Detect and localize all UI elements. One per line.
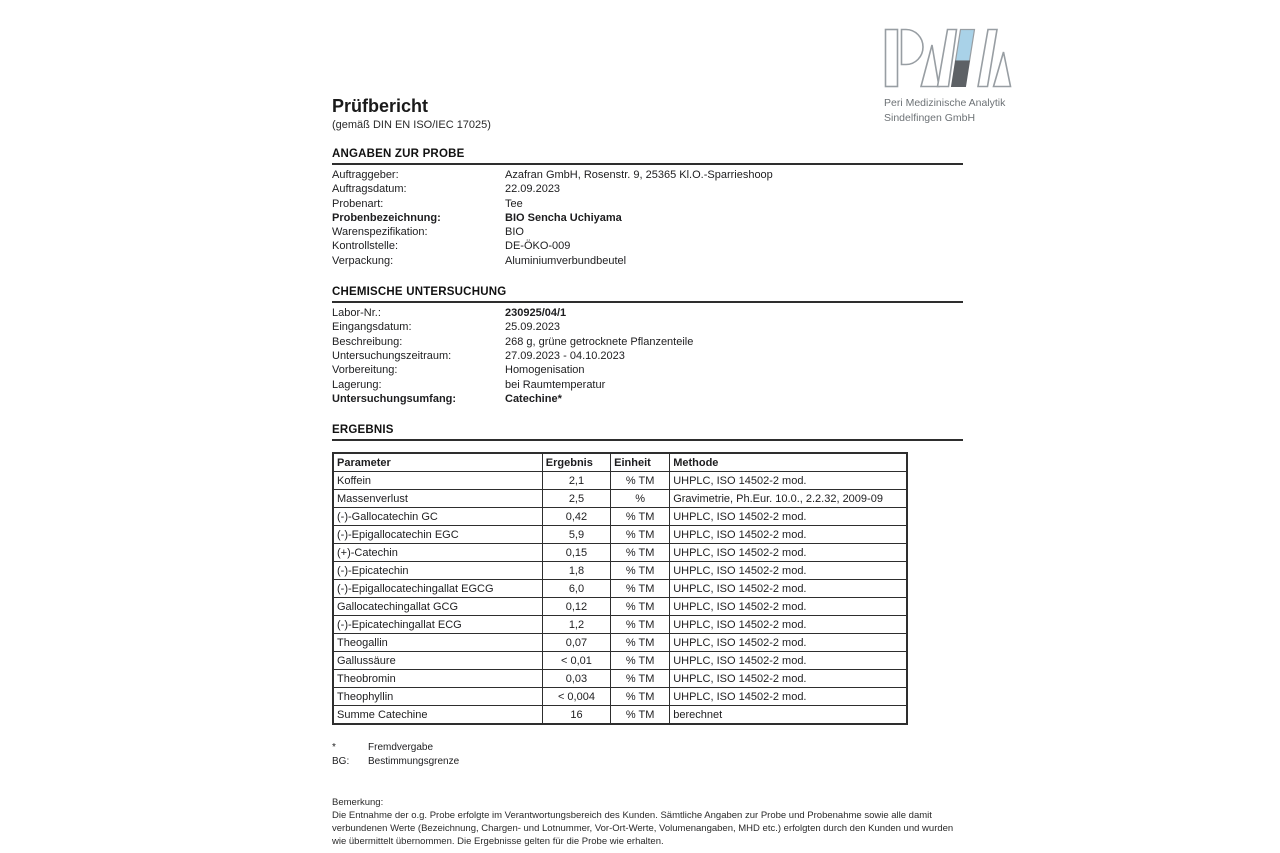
- cell-methode: berechnet: [670, 706, 907, 725]
- sample-info-rows: [332, 168, 963, 268]
- cell-ergebnis: 1,2: [542, 616, 610, 634]
- cell-methode: UHPLC, ISO 14502-2 mod.: [670, 580, 907, 598]
- table-row: [333, 490, 907, 508]
- info-value: 25.09.2023: [505, 321, 561, 334]
- info-value: Aluminiumverbundbeutel: [505, 254, 627, 267]
- cell-parameter: (-)-Epigallocatechingallat EGCG: [333, 580, 542, 598]
- info-row: [332, 306, 963, 320]
- cell-methode: UHPLC, ISO 14502-2 mod.: [670, 688, 907, 706]
- footnote-text: Fremdvergabe: [368, 742, 434, 754]
- info-label: Untersuchungsumfang:: [332, 392, 457, 405]
- footnote-symbol: *: [332, 742, 336, 754]
- cell-einheit: % TM: [611, 508, 670, 526]
- cell-methode: UHPLC, ISO 14502-2 mod.: [670, 472, 907, 490]
- cell-parameter: Summe Catechine: [333, 706, 542, 725]
- footnote: [332, 755, 963, 769]
- table-row: [333, 652, 907, 670]
- table-row: [333, 472, 907, 490]
- info-value: Tee: [505, 197, 523, 210]
- cell-ergebnis: 1,8: [542, 562, 610, 580]
- info-value: 27.09.2023 - 04.10.2023: [505, 349, 625, 362]
- table-row: [333, 688, 907, 706]
- remark-text: Die Entnahme der o.g. Probe erfolgte im Verantwortungsbereich des Kunden. Sämtliche Angaben zur Probe und Probenahme sowie alle damit verbundenen Werte (Bezeichnung, Chargen- und Lotnummer, Vor-Ort-Werte, Volumenangaben, MHD etc.) erfolgten durch den Kunden und wurden wie übermittelt übernommen. Die Ergebnisse gelten für die Probe wie erhalten.: [332, 809, 954, 847]
- info-value: BIO Sencha Uchiyama: [505, 211, 622, 224]
- info-value: bei Raumtemperatur: [505, 378, 606, 391]
- table-row: [333, 616, 907, 634]
- info-value: 230925/04/1: [505, 307, 567, 320]
- cell-parameter: (+)-Catechin: [333, 544, 542, 562]
- table-row: [333, 634, 907, 652]
- section-heading-results: ERGEBNIS: [332, 424, 963, 441]
- info-row: [332, 182, 963, 196]
- info-label: Eingangsdatum:: [332, 321, 412, 334]
- cell-einheit: % TM: [611, 706, 670, 725]
- cell-einheit: %: [611, 490, 670, 508]
- cell-methode: UHPLC, ISO 14502-2 mod.: [670, 508, 907, 526]
- table-row: [333, 598, 907, 616]
- info-label: Labor-Nr.:: [332, 307, 381, 320]
- cell-ergebnis: 2,1: [542, 472, 610, 490]
- info-label: Probenbezeichnung:: [332, 211, 441, 224]
- info-row: [332, 349, 963, 363]
- column-header-parameter: Parameter: [333, 453, 542, 472]
- info-row: [332, 168, 963, 182]
- cell-ergebnis: < 0,004: [542, 688, 610, 706]
- info-value: Catechine*: [505, 392, 562, 405]
- company-name-line1: Peri Medizinische Analytik: [884, 97, 1006, 109]
- chemical-info-rows: [332, 306, 963, 406]
- cell-methode: UHPLC, ISO 14502-2 mod.: [670, 598, 907, 616]
- footnote-symbol: BG:: [332, 756, 350, 768]
- info-label: Auftraggeber:: [332, 169, 399, 181]
- cell-einheit: % TM: [611, 688, 670, 706]
- cell-parameter: Theobromin: [333, 670, 542, 688]
- remark-block: [332, 797, 964, 848]
- info-label: Auftragsdatum:: [332, 183, 407, 196]
- cell-parameter: Theophyllin: [333, 688, 542, 706]
- table-row: [333, 706, 907, 725]
- info-label: Verpackung:: [332, 254, 394, 267]
- cell-einheit: % TM: [611, 562, 670, 580]
- cell-methode: UHPLC, ISO 14502-2 mod.: [670, 634, 907, 652]
- table-row: [333, 580, 907, 598]
- cell-parameter: Gallussäure: [333, 652, 542, 670]
- cell-methode: UHPLC, ISO 14502-2 mod.: [670, 652, 907, 670]
- cell-einheit: % TM: [611, 544, 670, 562]
- section-heading-chemical: CHEMISCHE UNTERSUCHUNG: [332, 286, 963, 303]
- table-row: [333, 544, 907, 562]
- cell-ergebnis: 0,15: [542, 544, 610, 562]
- info-value: BIO: [505, 226, 524, 239]
- cell-ergebnis: 16: [542, 706, 610, 725]
- cell-einheit: % TM: [611, 472, 670, 490]
- cell-ergebnis: < 0,01: [542, 652, 610, 670]
- results-table: [332, 452, 908, 725]
- cell-parameter: (-)-Epigallocatechin EGC: [333, 526, 542, 544]
- cell-ergebnis: 0,07: [542, 634, 610, 652]
- cell-parameter: (-)-Gallocatechin GC: [333, 508, 542, 526]
- cell-methode: UHPLC, ISO 14502-2 mod.: [670, 670, 907, 688]
- cell-methode: UHPLC, ISO 14502-2 mod.: [670, 544, 907, 562]
- info-value: 22.09.2023: [505, 183, 561, 196]
- footnotes: [332, 741, 963, 769]
- cell-ergebnis: 6,0: [542, 580, 610, 598]
- info-label: Vorbereitung:: [332, 364, 398, 377]
- cell-einheit: % TM: [611, 616, 670, 634]
- info-value: Homogenisation: [505, 364, 585, 377]
- info-row: [332, 320, 963, 334]
- footnote: [332, 741, 963, 755]
- company-name-line2: Sindelfingen GmbH: [884, 112, 976, 124]
- cell-methode: Gravimetrie, Ph.Eur. 10.0., 2.2.32, 2009-09: [670, 490, 907, 508]
- pma-logo-icon: [884, 28, 1017, 90]
- footnote-text: Bestimmungsgrenze: [368, 756, 460, 768]
- cell-methode: UHPLC, ISO 14502-2 mod.: [670, 616, 907, 634]
- info-row: [332, 254, 963, 268]
- cell-ergebnis: 0,12: [542, 598, 610, 616]
- info-row: [332, 197, 963, 211]
- cell-parameter: Massenverlust: [333, 490, 542, 508]
- cell-parameter: Gallocatechingallat GCG: [333, 598, 542, 616]
- info-label: Probenart:: [332, 197, 384, 210]
- table-row: [333, 526, 907, 544]
- cell-einheit: % TM: [611, 526, 670, 544]
- cell-einheit: % TM: [611, 670, 670, 688]
- info-label: Warenspezifikation:: [332, 226, 428, 239]
- remark-label: Bemerkung:: [332, 797, 384, 809]
- results-header-row: [333, 453, 907, 472]
- table-row: [333, 508, 907, 526]
- cell-einheit: % TM: [611, 598, 670, 616]
- report-content: [332, 96, 963, 848]
- cell-parameter: Theogallin: [333, 634, 542, 652]
- cell-ergebnis: 0,42: [542, 508, 610, 526]
- cell-parameter: (-)-Epicatechin: [333, 562, 542, 580]
- info-row: [332, 392, 963, 406]
- report-title: Prüfbericht: [332, 96, 429, 116]
- info-row: [332, 335, 963, 349]
- column-header-methode: Methode: [670, 453, 907, 472]
- section-heading-sample: ANGABEN ZUR PROBE: [332, 148, 963, 165]
- cell-einheit: % TM: [611, 652, 670, 670]
- table-row: [333, 562, 907, 580]
- info-label: Kontrollstelle:: [332, 240, 399, 253]
- report-subtitle: (gemäß DIN EN ISO/IEC 17025): [332, 119, 491, 131]
- cell-einheit: % TM: [611, 580, 670, 598]
- cell-einheit: % TM: [611, 634, 670, 652]
- info-row: [332, 211, 963, 225]
- cell-parameter: Koffein: [333, 472, 542, 490]
- info-row: [332, 239, 963, 253]
- table-row: [333, 670, 907, 688]
- info-row: [332, 378, 963, 392]
- cell-ergebnis: 5,9: [542, 526, 610, 544]
- cell-parameter: (-)-Epicatechingallat ECG: [333, 616, 542, 634]
- cell-methode: UHPLC, ISO 14502-2 mod.: [670, 526, 907, 544]
- cell-ergebnis: 2,5: [542, 490, 610, 508]
- cell-ergebnis: 0,03: [542, 670, 610, 688]
- column-header-ergebnis: Ergebnis: [542, 453, 610, 472]
- info-label: Untersuchungszeitraum:: [332, 349, 452, 362]
- info-value: 268 g, grüne getrocknete Pflanzenteile: [505, 335, 694, 348]
- info-label: Beschreibung:: [332, 335, 403, 348]
- cell-methode: UHPLC, ISO 14502-2 mod.: [670, 562, 907, 580]
- info-row: [332, 225, 963, 239]
- info-row: [332, 363, 963, 377]
- column-header-einheit: Einheit: [611, 453, 670, 472]
- info-value: Azafran GmbH, Rosenstr. 9, 25365 Kl.O.-Sparrieshoop: [505, 169, 773, 181]
- info-value: DE-ÖKO-009: [505, 240, 571, 253]
- info-label: Lagerung:: [332, 378, 382, 391]
